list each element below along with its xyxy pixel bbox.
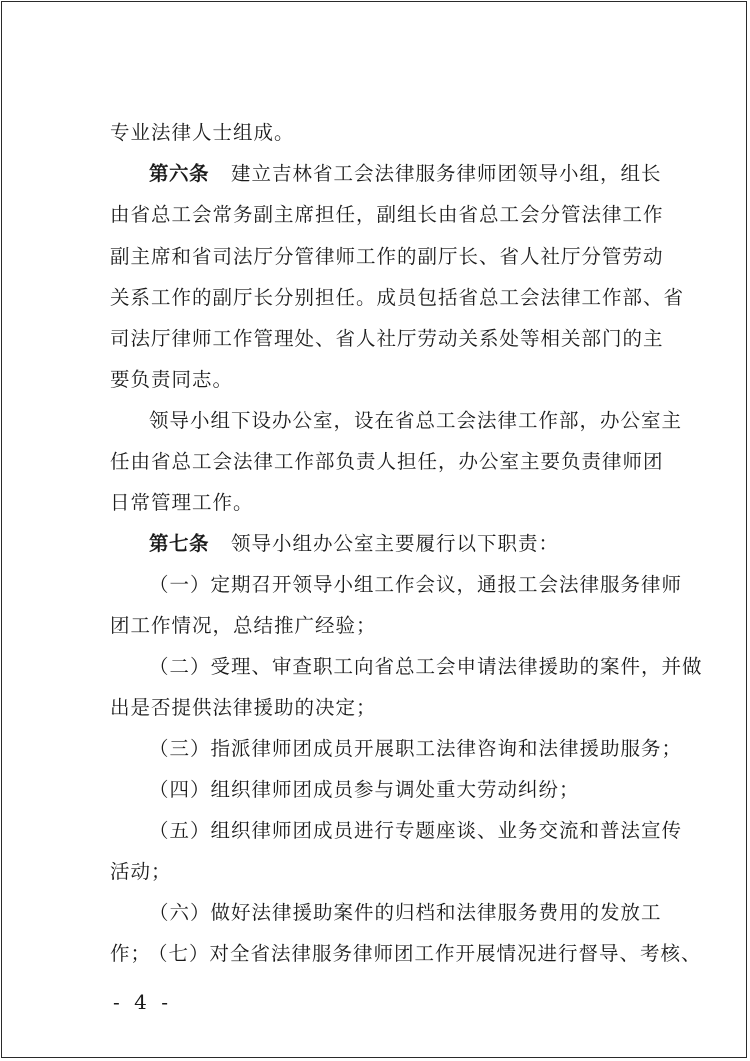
article-seven-heading-line: [149, 531, 559, 557]
list-item-line: （二）受理、审查职工向省总工会申请法律援助的案件，并做: [149, 655, 703, 678]
text-line: 领导小组办公室主要履行以下职责：: [231, 532, 560, 555]
text-line: 副主席和省司法厅分管律师工作的副厅长、省人社厅分管劳动: [110, 245, 664, 268]
article-seven-label: 第七条: [149, 532, 210, 555]
list-item-line: （七）对全省法律服务律师团工作开展情况进行督导、考核、: [148, 942, 702, 965]
text-line: 团工作情况，总结推广经验；: [110, 614, 377, 637]
article-six-label: 第六条: [149, 162, 210, 185]
text-line: 作；: [110, 942, 152, 965]
list-item-line: （五）组织律师团成员进行专题座谈、业务交流和普法宣传: [149, 819, 683, 842]
list-item-line: （六）做好法律援助案件的归档和法律服务费用的发放工: [149, 901, 662, 924]
text-line: 要负责同志。: [110, 368, 234, 391]
text-line: 日常管理工作。: [110, 491, 254, 514]
text-line: 领导小组下设办公室，设在省总工会法律工作部，办公室主: [149, 409, 683, 432]
list-item-line: （三）指派律师团成员开展职工法律咨询和法律援助服务；: [149, 737, 683, 760]
list-item-line: （四）组织律师团成员参与调处重大劳动纠纷；: [149, 778, 580, 801]
text-line: 建立吉林省工会法律服务律师团领导小组，组长: [231, 162, 662, 185]
text-line: 司法厅律师工作管理处、省人社厅劳动关系处等相关部门的主: [110, 327, 664, 350]
text-line: 任由省总工会法律工作部负责人担任，办公室主要负责律师团: [110, 450, 664, 473]
text-line: 专业法律人士组成。: [110, 121, 295, 144]
text-line: 由省总工会常务副主席担任，副组长由省总工会分管法律工作: [110, 203, 664, 226]
document-page: [1, 1, 747, 1058]
page-number: - 4 -: [113, 990, 172, 1014]
text-line: 活动；: [110, 860, 172, 883]
article-six-heading-line: [149, 161, 662, 187]
list-item-line: （一）定期召开领导小组工作会议，通报工会法律服务律师: [149, 573, 683, 596]
text-line: 出是否提供法律援助的决定；: [110, 696, 377, 719]
text-line: 关系工作的副厅长分别担任。成员包括省总工会法律工作部、省: [110, 286, 685, 309]
